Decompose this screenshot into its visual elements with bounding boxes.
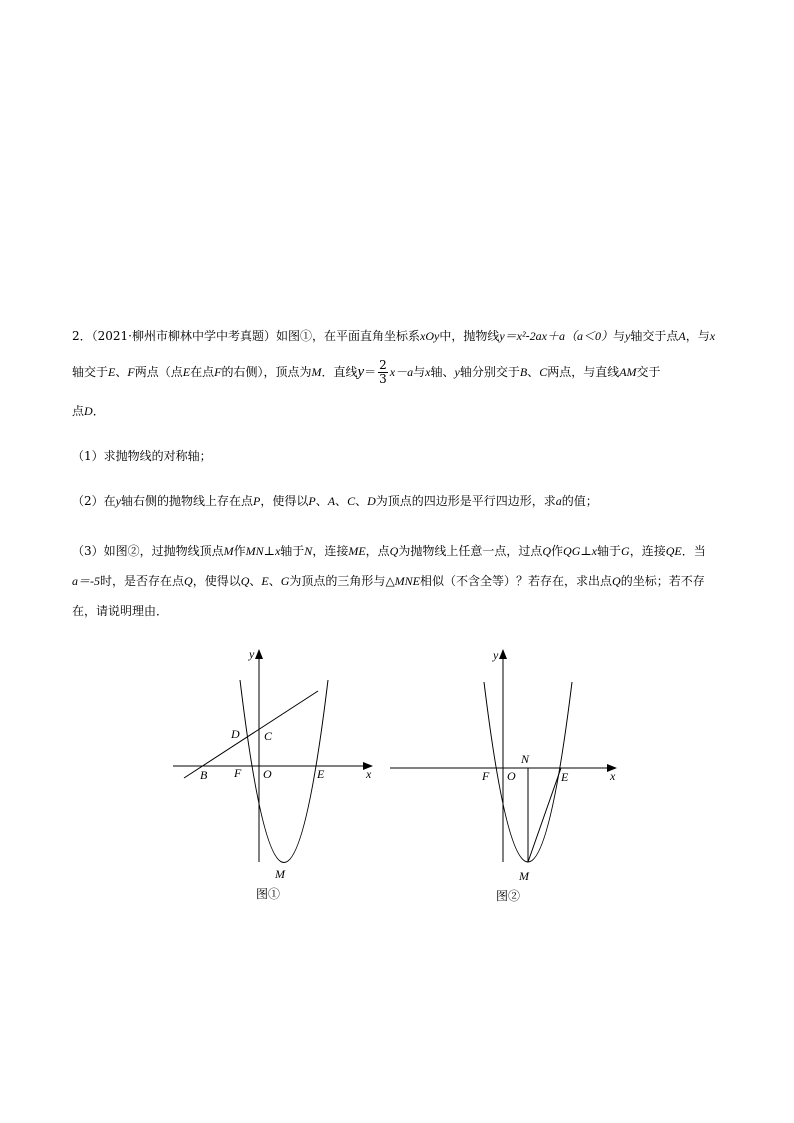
question-3: （3）如图②，过抛物线顶点M作MN⊥x轴于N，连接ME，点Q为抛物线上任意一点，过点Q作QG⊥x轴于G，连接QE．当 a＝-5时，是否存在点Q，使得以Q、E、G为顶点的三角形与△MNE相似（不含全等）？若存在，求出点Q的坐标；若不存 在，请说明理由． <box>72 544 706 618</box>
problem-line-2: 轴交于E、F两点（点E在点F的右侧），顶点为M．直线y＝ $\frac{2}{3}$ x－a与x轴、y轴分别交于B、C两点，与直线AM交于 <box>72 358 661 386</box>
fig1-label-O: O <box>263 767 272 781</box>
question-1: （1）求抛物线的对称轴； <box>72 449 212 463</box>
fig1-label-x: x <box>366 767 372 781</box>
fig1-caption: 图① <box>256 887 281 901</box>
fig1-label-F: F <box>234 766 242 780</box>
question-2: （2）在y轴右侧的抛物线上存在点P，使得以P、A、C、D为顶点的四边形是平行四边形，求a的值； <box>72 494 598 508</box>
problem-line-3: 点D． <box>72 404 105 418</box>
fig2-caption: 图② <box>496 889 521 903</box>
fig2-label-N: N <box>521 752 530 766</box>
line-equation-y: y <box>357 364 365 380</box>
fig2-label-y: y <box>493 648 499 662</box>
fig1-label-E: E <box>317 767 325 781</box>
fig2-label-x: x <box>610 769 616 783</box>
fig1-label-y: y <box>249 647 255 661</box>
fig1-label-C: C <box>264 729 273 743</box>
fig1-label-D: D <box>231 727 240 741</box>
fig1-label-M: M <box>275 867 285 881</box>
fraction-two-thirds: $\frac{2}{3}$ <box>379 358 387 386</box>
fig2-label-F: F <box>482 769 490 783</box>
fig2-segment-ME <box>528 768 561 862</box>
fig2-label-E: E <box>561 770 569 784</box>
fig2-label-M: M <box>519 869 529 883</box>
fig2-label-O: O <box>507 769 516 783</box>
problem-line-1: 2．（2021·柳州市柳林中学中考真题）如图①，在平面直角坐标系xOy中，抛物线y＝x²-2ax＋a（a＜0）与y轴交于点A，与x <box>72 329 716 343</box>
fig1-label-B: B <box>200 768 208 782</box>
